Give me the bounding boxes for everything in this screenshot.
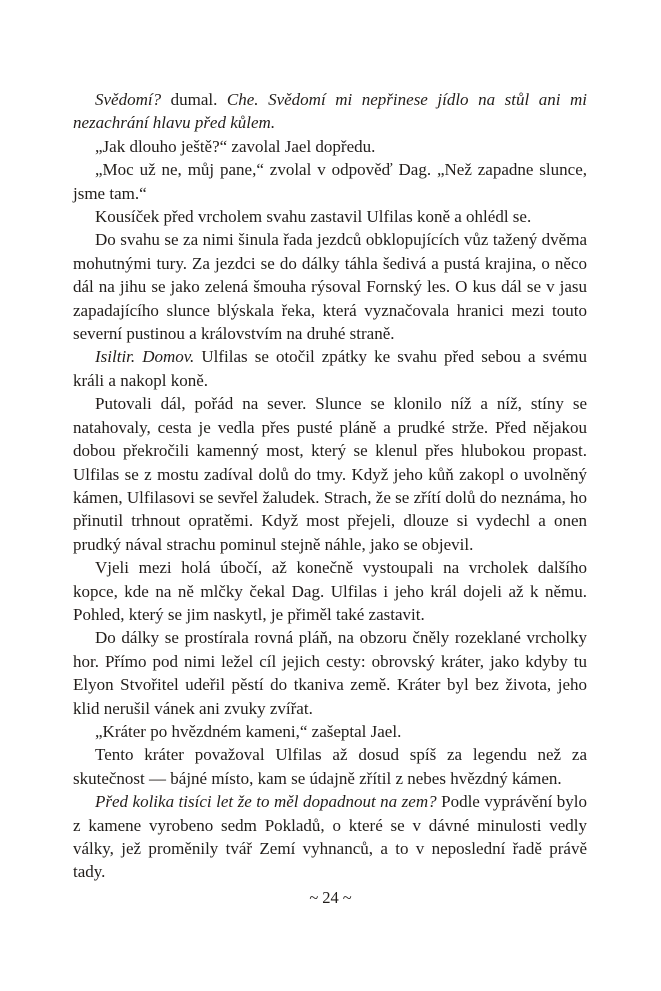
italic-text-segment: Svědomí? [95, 90, 162, 109]
footer-ornament-left: ~ [309, 888, 319, 907]
text-segment: Tento kráter považoval Ulfilas až dosud spíš za legendu než za skutečnost — bájné místo, kam se údajně zřítil z nebes hvězdný kámen. [73, 745, 587, 788]
italic-text-segment: Před kolika tisíci let že to měl dopadnout na zem? [95, 792, 437, 812]
text-segment: dumal. [161, 90, 227, 109]
paragraph [73, 743, 587, 790]
italic-text-segment: Che. Svědomí mi nepřinese jídlo na stůl ani mi nezachrání hlavu před kůlem. [73, 90, 587, 133]
paragraph [73, 205, 587, 228]
page-footer [0, 886, 661, 909]
page-number: 24 [322, 888, 339, 907]
text-segment: „Jak dlouho ještě?“ zavolal Jael dopředu. [95, 136, 376, 156]
text-segment: Podle vyprávění bylo z kamene vyrobeno sedm Pokladů, o které se v dávné minulosti vedly války, jež proměnily tvář Zemí vyhnanců, a to v neposlední řadě právě tady. [73, 792, 588, 882]
paragraph [73, 158, 587, 205]
text-segment: Do dálky se prostírala rovná pláň, na obzoru čněly rozeklané vrcholky hor. Přímo pod nimi ležel cíl jejich cesty: obrovský kráter, jako kdyby tu Elyon Stvořitel udeřil pěstí do tkaniva země. Kráter byl bez života, jeho klid nerušil vánek ani zvuky zvířat. [73, 628, 587, 718]
text-segment: „Moc už ne, můj pane,“ zvolal v odpověď Dag. „Než zapadne slunce, jsme tam.“ [73, 160, 587, 203]
page-text [73, 88, 587, 884]
text-segment: Do svahu se za nimi šinula řada jezdců obklopujících vůz tažený dvěma mohutnými tury. Za jezdci se do dálky táhla šedivá a pustá krajina, o něco dál na jihu se jako zelená šmouha rýsoval Fornský les. O kus dál se v jasu zapadajícího slunce blýskala řeka, která vyznačovala hranici mezi touto severní pustinou a královstvím na druhé straně. [73, 230, 587, 344]
paragraph [73, 720, 587, 743]
text-segment: „Kráter po hvězdném kameni,“ zašeptal Jael. [95, 721, 402, 741]
paragraph [73, 135, 587, 158]
text-segment: Putovali dál, pořád na sever. Slunce se klonilo níž a níž, stíny se natahovaly, cesta je vedla přes pusté pláně a prudké strže. Před nějakou dobou překročili kamenný most, který se klenul přes hlubokou propast. Ulfilas se z mostu zadíval dolů do tmy. Když jeho kůň zakopl o uvolněný kámen, Ulfilasovi se sevřel žaludek. Strach, že se zřítí dolů do neznáma, ho přinutil trhnout opratěmi. Když most přejeli, dlouze si vydechl a onen prudký nával strachu pominul stejně náhle, jako se objevil. [73, 394, 587, 554]
footer-ornament-right: ~ [342, 888, 352, 907]
paragraph [73, 626, 587, 720]
paragraph [73, 228, 587, 345]
paragraph [73, 88, 587, 135]
paragraph [73, 345, 587, 392]
paragraph [73, 392, 587, 556]
text-segment: Ulfilas se otočil zpátky ke svahu před sebou a svému králi a nakopl koně. [73, 347, 587, 390]
text-segment: Vjeli mezi holá úbočí, až konečně vystoupali na vrcholek dalšího kopce, kde na ně mlčky čekal Dag. Ulfilas i jeho král dojeli až k němu. Pohled, který se jim naskytl, je přiměl také zastavit. [73, 558, 587, 624]
text-segment: Kousíček před vrcholem svahu zastavil Ulfilas koně a ohlédl se. [95, 207, 532, 227]
paragraph [73, 790, 587, 884]
italic-text-segment: Isiltir. Domov. [95, 347, 195, 367]
paragraph [73, 556, 587, 626]
